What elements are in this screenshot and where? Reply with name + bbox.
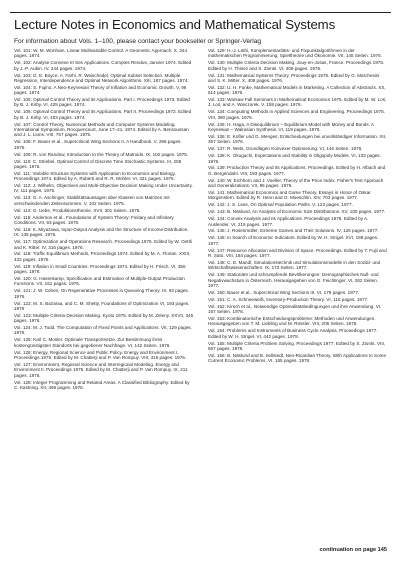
- page-title: Lecture Notes in Economics and Mathematical Systems: [14, 17, 336, 32]
- volume-entry: Vol. 138: K. Okuguchi, Expectations and Stability in Oligopoly Models. VI, 103 pages. 1976.: [208, 153, 381, 164]
- volume-entry: Vol. 125: Karl C. Mosler. Optimale Transportnetze. Zur Bestimmung ihres kostengünstigsten Standorts bei gegebener Nachfrage. VI, 142 Seiten. 1976.: [14, 337, 171, 348]
- volume-entry: Vol. 108: F. Bauer et al., Supercritical Wing Sections II. A Handbook. V, 296 pages. 1975.: [14, 139, 182, 150]
- volume-entry: Vol. 148: C. E. Mandl, Simulationstechnik und Simulationsmodelle in den Sozial- und Wirtschaftswissenschaften. IX, 173 Seiten. 1977.: [208, 259, 381, 271]
- volume-entry: Vol. 151: C. A. Schneeweiß, Inventory-Production Theory. VI, 116 pages. 1977.: [208, 296, 369, 302]
- volume-entry: Vol. 102: Analyse Convexe et Ses Applications. Comptes Rendus, Janvier 1974. Edited by J.-P. Aubin. IV, 244 pages. 1974.: [14, 60, 192, 71]
- volume-entry: Vol. 129: H.-J. Lüthi, Komplementaritäts- und Fixpunktalgorithmen in der mathematischen Programmierung, Spieltheorie und Ökonomie. VII, 145 Seiten. 1976.: [208, 48, 382, 59]
- volume-entry: Vol. 152: Kirsch et al., Notwendige Optimalitätsbedingungen und ihre Anwendung. VI, 157 Seiten. 1978.: [208, 303, 382, 315]
- volume-entry: Vol. 145: J. Rosenmüller, Extreme Games and Their Solutions. IV, 126 pages. 1977.: [208, 228, 379, 234]
- volume-entry: Vol. 117: Optimization and Operations Research. Proceedings 1975. Edited by W. Oettli and K. Ritter. IV, 316 pages. 1976.: [14, 239, 192, 250]
- volume-entry: Vol. 118: Traffic Equilibrium Methods, Proceedings 1974. Edited by M. A. Florian. XXIII, 432 pages. 1976.: [14, 251, 191, 262]
- right-column: [208, 48, 388, 392]
- volume-columns: [14, 48, 388, 392]
- volume-entry: Vol. 153: Kombinatorische Entscheidungsprobleme: Methoden und Anwendungen. Herausgegeben von T. M. Liebling und M. Rössler. VIII, 206 Seiten. 1978.: [208, 316, 376, 327]
- volume-entry: Vol. 120: G. Hasenkamp, Specification and Estimation of Multiple-Output Production Functions. VII, 151 pages. 1976.: [14, 276, 185, 287]
- volume-entry: Vol. 106: Optimal Control Theory and its Applications. Part II. Proceedings 1973. Edited by B. J. Kirby. VI, 403 pages. 1974.: [14, 109, 192, 120]
- volume-entry: Vol. 127: Environment, Regional Science and Interregional Modeling. Energy and Environment II. Proceedings 1975. Edited by M. Chatterji and P. Van Rompuy. IX, 211 pages. 1976.: [14, 361, 188, 378]
- volume-entry: Vol. 136: E. Kofler und G. Menges, Entscheidungen bei unvollständiger Information. XII, 357 Seiten. 1976.: [208, 133, 387, 145]
- volume-entry: Vol. 131: Mathematical Systems Theory. Proceedings 1975. Edited by G. Marchesini and S. K. Mitter. X, 408 pages. 1976.: [208, 72, 380, 83]
- continuation-note: continuation on page 145: [319, 547, 387, 553]
- volume-entry: Vol. 134: Computing Methods in Applied Sciences and Engineering. Proceedings 1975. VIII, 390 pages. 1976.: [208, 109, 385, 120]
- intro-text: For information about Vols. 1–100, please contact your bookseller or Springer-Verlag: [14, 38, 262, 45]
- volume-entry: Vol. 135: H. Haga, A Disequilibrium – Equilibrium Model with Money and Bonds. A Keynesian – Walrasian Synthesis. VI, 119 pages. 1976.: [208, 121, 374, 133]
- volume-entry: Vol. 101: W. M. Wonham, Linear Multivariable Control. A Geometric Approach. X, 344 pages. 1974.: [14, 48, 188, 59]
- volume-entry: Vol. 149: Stationäre und schrumpfende Bevölkerungen: Demographisches Null- und Negativwachstum in Österreich. Herausgegeben von G. Feichtinger. VI, 262 Seiten. 1977.: [208, 272, 379, 288]
- volume-entry: Vol. 122: M. S. Bazaraa, and C. M. Shetty, Foundations of Optimization VI, 193 pages. 1976: [14, 300, 190, 311]
- volume-entry: Vol. 104: S. Fujino, A Neo-Keynesian Theory of Inflation and Economic Growth. V, 96 pages. 1974.: [14, 84, 187, 96]
- volume-entry: Vol. 124: M. J. Todd. The Computation of Fixed Points and Applications. VII, 129 pages. 1976.: [14, 325, 192, 336]
- left-column: [14, 48, 194, 392]
- volume-entry: Vol. 140: W. Eichhorn and J. Voeller, Theory of the Price Index. Fisher's Test Approach and Generalizations. VII, 95 pages. 1976.: [208, 177, 384, 189]
- volume-entry: Vol. 114: G. Uebe, Produktionstheorie. XVII, 301 Seiten. 1976.: [14, 207, 141, 213]
- volume-entry: Vol. 142: J. S. Lane, On Optimal Population Paths. V, 123 pages. 1977.: [208, 202, 353, 208]
- volume-entry: Vol. 146: In Search of Economic Indicators. Edited by W. H. Strigel. XVI, 198 pages. 1977.: [208, 235, 379, 246]
- volume-entry: Vol. 155: Multiple Criteria Problem Solving. Proceedings 1977. Edited by S. Zionts. VIII, 567 pages. 1978.: [208, 340, 386, 351]
- volume-entry: Vol. 150: Bauer et al., Supercritical Wing Sections III. VI, 179 pages. 1977.: [208, 289, 360, 295]
- volume-entry: Vol. 147: Resource Allocation and Division of Space. Proceedings. Edited by T. Fujii and R. Sato. VIII, 184 pages. 1977.: [208, 247, 387, 259]
- volume-entry: Vol. 156: B. Näslund and B. Sellstedt, Neo-Ricardian Theory. With Applications to Some Current Economic Problems. VI, 165 pages. 1978.: [208, 352, 387, 364]
- volume-entry: Vol. 132: U. H. Funke, Mathematical Models in Marketing. A Collection of Abstracts. XX, 514 pages. 1976.: [208, 84, 386, 96]
- volume-entry: Vol. 126: Energy, Regional Science and Public Policy. Energy and Environment I. Proceedings 1975. Edited by M. Chatterji and P. Van Rompuy. VIII, 316 pages. 1976.: [14, 349, 187, 361]
- volume-entry: Vol. 121: J. W. Cohen, On Regenerative Processes in Queueing Theory. IX, 93 pages. 1976.: [14, 288, 190, 299]
- volume-entry: Vol. 137: R. Wets, Grundlagen Konvexer Optimierung. VI, 146 Seiten. 1976.: [208, 146, 363, 152]
- top-rule: [10, 12, 391, 13]
- volume-entry: Vol. 143: B. Näslund, An Analysis of Economic Size Distributions. XV, 100 pages. 1977.: [208, 209, 386, 215]
- volume-entry: Vol. 119: Inflation in Small Countries. Proceedings 1974. Edited by H. Frisch. VI, 356 pages. 1976.: [14, 263, 186, 275]
- volume-entry: Vol. 123: Multiple Criteria Decision Making. Kyoto 1975. Edited by M. Zeleny. XXVII, 345 pages. 1976.: [14, 312, 194, 324]
- volume-entry: Vol. 113: G. A. Aschinger, Stabilitätsaussagen über Klassen von Matrizen mit verschwindenden Zeilensummen. V, 102 Seiten. 1975.: [14, 195, 170, 206]
- volume-entry: Vol. 141: Mathematical Economics and Game Theory. Essays in Honor of Oskar Morgenstern. Edited by R. Henn and O. Moeschlin. XIV, 703 pages. 1977.: [208, 190, 371, 201]
- volume-entry: Vol. 128: Integer Programming and Related Areas. A Classified Bibliography. Edited by C. Kastning. XII, 495 pages. 1976.: [14, 379, 190, 390]
- volume-entry: Vol. 139: Production Theory and Its Applications. Proceedings. Edited by H. Albach and G. Bergendahl. VIII, 193 pages. 1977.: [208, 165, 386, 176]
- volume-entry: Vol. 133: Warsaw Fall Seminars in Mathematical Economics 1975. Edited by M. W. Loś, J. Loś, and A. Wieczorek. V. 159 pages. 1976.: [208, 97, 387, 108]
- volume-entry: Vol. 115: Anderson et al., Foundations of System Theory: Finitary and Infinitary Conditions. VII, 93 pages. 1976.: [14, 214, 174, 225]
- volume-entry: Vol. 105: Optimal Control Theory and its Applications. Part I. Proceedings 1973. Edited by B. J. Kirby. VI, 425 pages. 1974.: [14, 97, 190, 108]
- volume-entry: Vol. 154: Problems and Instruments of Business Cycle Analysis. Proceedings 1977. Edited by W. H. Strigel. VI, 442 pages. 1978.: [208, 328, 378, 339]
- volume-entry: Vol. 109: R. von Randow, Introduction to the Theory of Matroids. IX, 102 pages. 1975.: [14, 151, 189, 157]
- volume-entry: Vol. 130: Multiple Criteria Decision Making, Jouy-en-Josas, France. Proceedings 1975. Edited by H. Thiriez and S. Zionts. VI, 409 pages. 1976.: [208, 60, 385, 71]
- volume-entry: Vol. 111: Variable Structure Systems with Application to Economics and Biology. Proceedings 1974. Edited by A. Ruberti and R. R. Mohler. VI, 321 pages. 1975.: [14, 170, 176, 182]
- volume-entry: Vol. 112: J. Wilhelm, Objectives and Multi-Objective Decision Making Under Uncertainty. IV, 111 pages. 1975.: [14, 183, 193, 194]
- volume-entry: Vol. 107: Control Theory, Numerical Methods and Computer Systems Modeling. International Symposium, Rocquencourt, June 17–21, 1974. Edited by A. Bensoussan and J. L. Lions. VIII, 757 pages. 1975.: [14, 121, 189, 138]
- volume-entry: Vol. 103: D. E. Boyce, A. Farhi, R. Weischedel, Optimal Subset Selection. Multiple Regression, Interdependence and Optimal Network Algorithms. XIII, 187 pages. 1974.: [14, 72, 189, 83]
- volume-entry: Vol. 116: K. Miyazawa, Input-Output Analysis and the Structure of Income Distribution. IX, 135 pages. 1976.: [14, 226, 189, 238]
- volume-entry: Vol. 110: C. Striebel, Optimal Control of Discrete Time Stochastic Systems. III, 208 pages. 1975.: [14, 158, 182, 169]
- volume-entry: Vol. 144: Convex Analysis and Its Applications. Proceedings 1976. Edited by A. Auslender. VI, 219 pages. 1977.: [208, 216, 369, 227]
